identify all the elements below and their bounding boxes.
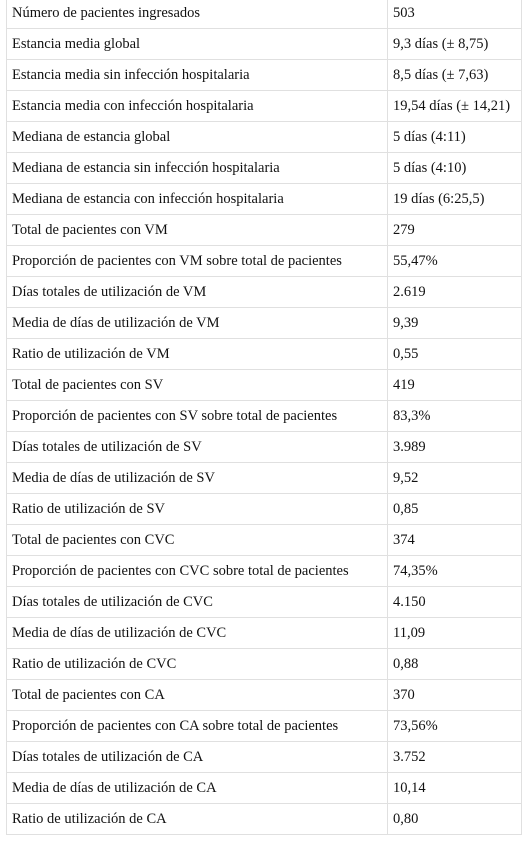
row-label: Estancia media con infección hospitalaria <box>7 91 388 122</box>
table-row <box>7 680 522 711</box>
statistics-table <box>6 0 522 835</box>
row-label: Media de días de utilización de VM <box>7 308 388 339</box>
row-label: Estancia media global <box>7 29 388 60</box>
row-value: 503 <box>388 0 522 29</box>
row-value: 55,47% <box>388 246 522 277</box>
row-value: 5 días (4:10) <box>388 153 522 184</box>
table-row <box>7 494 522 525</box>
row-value: 9,39 <box>388 308 522 339</box>
table-row <box>7 525 522 556</box>
row-label: Días totales de utilización de CVC <box>7 587 388 618</box>
table-row <box>7 184 522 215</box>
row-label: Estancia media sin infección hospitalaria <box>7 60 388 91</box>
table-row <box>7 0 522 29</box>
table-row <box>7 742 522 773</box>
table-row <box>7 215 522 246</box>
row-value: 19 días (6:25,5) <box>388 184 522 215</box>
row-label: Mediana de estancia global <box>7 122 388 153</box>
row-label: Total de pacientes con VM <box>7 215 388 246</box>
table-row <box>7 556 522 587</box>
row-label: Días totales de utilización de CA <box>7 742 388 773</box>
table-row <box>7 773 522 804</box>
row-value: 9,52 <box>388 463 522 494</box>
table-row <box>7 277 522 308</box>
row-value: 0,55 <box>388 339 522 370</box>
row-value: 0,80 <box>388 804 522 835</box>
row-label: Proporción de pacientes con VM sobre total de pacientes <box>7 246 388 277</box>
row-value: 0,85 <box>388 494 522 525</box>
table-row <box>7 153 522 184</box>
row-value: 5 días (4:11) <box>388 122 522 153</box>
row-value: 19,54 días (± 14,21) <box>388 91 522 122</box>
row-label: Mediana de estancia con infección hospitalaria <box>7 184 388 215</box>
row-label: Mediana de estancia sin infección hospitalaria <box>7 153 388 184</box>
row-label: Total de pacientes con SV <box>7 370 388 401</box>
row-value: 0,88 <box>388 649 522 680</box>
row-value: 83,3% <box>388 401 522 432</box>
table-row <box>7 91 522 122</box>
row-value: 11,09 <box>388 618 522 649</box>
row-label: Número de pacientes ingresados <box>7 0 388 29</box>
row-label: Ratio de utilización de CA <box>7 804 388 835</box>
row-label: Ratio de utilización de VM <box>7 339 388 370</box>
row-label: Proporción de pacientes con CA sobre total de pacientes <box>7 711 388 742</box>
table-row <box>7 463 522 494</box>
row-label: Ratio de utilización de SV <box>7 494 388 525</box>
table-row <box>7 370 522 401</box>
table-row <box>7 122 522 153</box>
row-value: 4.150 <box>388 587 522 618</box>
row-value: 374 <box>388 525 522 556</box>
table-row <box>7 29 522 60</box>
row-value: 74,35% <box>388 556 522 587</box>
row-label: Proporción de pacientes con CVC sobre total de pacientes <box>7 556 388 587</box>
row-value: 279 <box>388 215 522 246</box>
row-value: 3.989 <box>388 432 522 463</box>
row-value: 2.619 <box>388 277 522 308</box>
table-row <box>7 401 522 432</box>
table-row <box>7 60 522 91</box>
row-label: Media de días de utilización de CVC <box>7 618 388 649</box>
row-label: Días totales de utilización de VM <box>7 277 388 308</box>
table-row <box>7 587 522 618</box>
table-row <box>7 711 522 742</box>
row-value: 10,14 <box>388 773 522 804</box>
row-value: 73,56% <box>388 711 522 742</box>
row-value: 8,5 días (± 7,63) <box>388 60 522 91</box>
row-label: Media de días de utilización de CA <box>7 773 388 804</box>
row-label: Total de pacientes con CVC <box>7 525 388 556</box>
table-row <box>7 308 522 339</box>
row-label: Ratio de utilización de CVC <box>7 649 388 680</box>
statistics-table-body <box>7 0 522 835</box>
row-value: 3.752 <box>388 742 522 773</box>
table-row <box>7 649 522 680</box>
table-row <box>7 804 522 835</box>
row-label: Días totales de utilización de SV <box>7 432 388 463</box>
row-value: 370 <box>388 680 522 711</box>
table-row <box>7 432 522 463</box>
row-label: Proporción de pacientes con SV sobre total de pacientes <box>7 401 388 432</box>
row-label: Media de días de utilización de SV <box>7 463 388 494</box>
row-value: 419 <box>388 370 522 401</box>
row-label: Total de pacientes con CA <box>7 680 388 711</box>
table-row <box>7 339 522 370</box>
table-row <box>7 618 522 649</box>
row-value: 9,3 días (± 8,75) <box>388 29 522 60</box>
table-row <box>7 246 522 277</box>
